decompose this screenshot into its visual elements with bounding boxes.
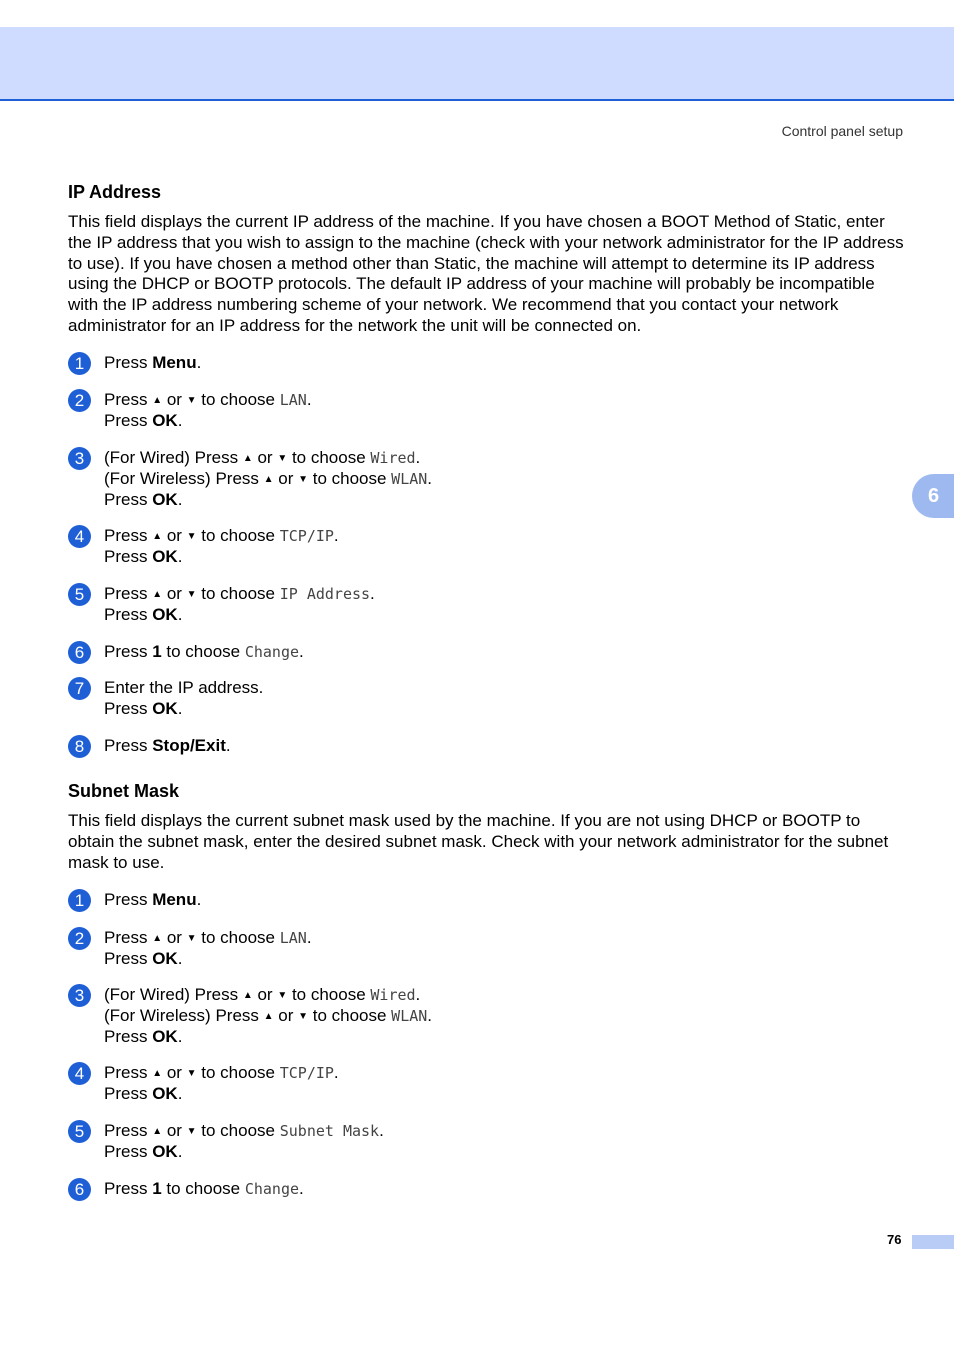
step-number-badge: 7 xyxy=(68,677,91,700)
step-text-run: Press xyxy=(104,526,153,545)
key-name: OK xyxy=(152,411,178,430)
step-number-badge: 4 xyxy=(68,1062,91,1085)
step-text-run: Press xyxy=(104,490,153,509)
lcd-option: Wired xyxy=(370,449,416,467)
step-number-badge: 5 xyxy=(68,1120,91,1143)
step-line xyxy=(104,1026,894,1047)
up-arrow-icon: ▲ xyxy=(263,1011,274,1022)
step-line xyxy=(104,525,894,546)
step-text xyxy=(104,1120,894,1162)
step-text-run: (For Wireless) Press xyxy=(104,1006,264,1025)
step-text xyxy=(104,1178,894,1199)
step-number-badge: 5 xyxy=(68,583,91,606)
step-line xyxy=(104,546,894,567)
up-arrow-icon: ▲ xyxy=(152,395,163,406)
step-text-run: . xyxy=(427,1006,433,1025)
step-text-run: to choose xyxy=(161,642,245,661)
step-text-run: . xyxy=(299,642,304,661)
step-text-run: to choose xyxy=(161,1179,245,1198)
key-name: OK xyxy=(152,1142,178,1161)
step-text-run: . xyxy=(333,526,339,545)
step-line xyxy=(104,1178,894,1199)
step-text-run: . xyxy=(225,736,231,755)
step-text xyxy=(104,389,894,431)
step-text-run: to choose xyxy=(287,985,371,1004)
step-text-run: Press xyxy=(104,1142,153,1161)
step-number-badge: 4 xyxy=(68,525,91,548)
step-text-run: . xyxy=(306,928,312,947)
step-text-run: (For Wired) Press xyxy=(104,985,243,1004)
step-line xyxy=(104,352,894,373)
step-text-run: Press xyxy=(104,699,153,718)
step-text-run: Press xyxy=(104,736,153,755)
key-name: Stop/Exit xyxy=(152,736,226,755)
page-number: 76 xyxy=(887,1232,902,1247)
step-line xyxy=(104,927,894,948)
step-text-run: Press xyxy=(104,890,153,909)
step-line xyxy=(104,889,894,910)
key-name: OK xyxy=(152,1027,178,1046)
step-text-run: Enter the IP address. xyxy=(104,678,264,697)
up-arrow-icon: ▲ xyxy=(242,990,253,1001)
step-text-run: to choose xyxy=(308,469,392,488)
up-arrow-icon: ▲ xyxy=(152,1126,163,1137)
step-text-run: . xyxy=(427,469,433,488)
step-text-run: or xyxy=(273,1006,299,1025)
down-arrow-icon: ▼ xyxy=(186,933,197,944)
step-text-run: Press xyxy=(104,1179,153,1198)
down-arrow-icon: ▼ xyxy=(298,1011,308,1022)
step-text xyxy=(104,984,894,1047)
step-number-badge: 3 xyxy=(68,447,91,470)
step-text-run: . xyxy=(306,390,312,409)
step-text-run: . xyxy=(370,584,375,603)
step-text-run: Press xyxy=(104,390,153,409)
key-name: Menu xyxy=(152,890,197,909)
up-arrow-icon: ▲ xyxy=(242,453,253,464)
step-text-run: Press xyxy=(104,1084,153,1103)
step-number-badge: 6 xyxy=(68,641,91,664)
chapter-tab[interactable] xyxy=(912,474,954,518)
step-text-run: . xyxy=(196,890,202,909)
lcd-option: Change xyxy=(244,643,300,661)
section-heading-subnet-mask: Subnet Mask xyxy=(68,781,180,801)
lcd-option: Wired xyxy=(370,986,416,1004)
down-arrow-icon: ▼ xyxy=(186,531,197,542)
page-number-bar xyxy=(912,1235,954,1249)
step-text xyxy=(104,641,894,662)
down-arrow-icon: ▼ xyxy=(186,1126,197,1137)
step-text-run: . xyxy=(177,547,183,566)
lcd-option: TCP/IP xyxy=(279,1064,334,1082)
step-number-badge: 2 xyxy=(68,389,91,412)
key-name: 1 xyxy=(152,642,162,661)
lcd-option: WLAN xyxy=(391,1007,428,1025)
running-head: Control panel setup xyxy=(781,123,903,139)
key-name: OK xyxy=(152,699,178,718)
step-text-run: . xyxy=(196,353,202,372)
lcd-option: TCP/IP xyxy=(279,527,334,545)
step-text-run: to choose xyxy=(196,390,280,409)
step-text-run: or xyxy=(162,1063,187,1082)
down-arrow-icon: ▼ xyxy=(186,1068,197,1079)
step-line xyxy=(104,984,894,1005)
step-line xyxy=(104,735,894,756)
step-text xyxy=(104,525,894,567)
step-text-run: to choose xyxy=(196,584,280,603)
lcd-option: Change xyxy=(244,1180,300,1198)
key-name: OK xyxy=(152,605,178,624)
step-line xyxy=(104,447,894,468)
step-text-run: Press xyxy=(104,411,153,430)
step-line xyxy=(104,1083,894,1104)
step-text-run: or xyxy=(162,584,187,603)
lcd-option: LAN xyxy=(279,391,307,409)
step-text xyxy=(104,583,894,625)
step-text-run: . xyxy=(177,1027,183,1046)
up-arrow-icon: ▲ xyxy=(263,474,274,485)
step-line xyxy=(104,948,894,969)
step-text-run: Press xyxy=(104,353,153,372)
step-text-run: to choose xyxy=(308,1006,392,1025)
step-text xyxy=(104,927,894,969)
step-text xyxy=(104,447,894,510)
step-number-badge: 8 xyxy=(68,735,91,758)
step-text-run: . xyxy=(177,490,183,509)
step-text xyxy=(104,677,894,719)
lcd-option: IP Address xyxy=(279,585,371,603)
step-line xyxy=(104,641,894,662)
top-header-band xyxy=(0,27,954,101)
step-line xyxy=(104,410,894,431)
step-text-run: or xyxy=(252,448,278,467)
step-text-run: . xyxy=(333,1063,339,1082)
step-text-run: or xyxy=(162,928,187,947)
step-text-run: or xyxy=(162,390,187,409)
chapter-tab-label: 6 xyxy=(928,484,940,507)
down-arrow-icon: ▼ xyxy=(277,453,288,464)
step-number-badge: 6 xyxy=(68,1178,91,1201)
step-text-run: Press xyxy=(104,547,153,566)
step-text-run: . xyxy=(299,1179,304,1198)
down-arrow-icon: ▼ xyxy=(298,474,308,485)
step-text-run: . xyxy=(415,448,421,467)
step-text-run: Press xyxy=(104,605,153,624)
down-arrow-icon: ▼ xyxy=(277,990,288,1001)
step-text-run: to choose xyxy=(196,526,280,545)
key-name: OK xyxy=(152,490,178,509)
lcd-option: WLAN xyxy=(391,470,428,488)
step-line xyxy=(104,698,894,719)
step-number-badge: 1 xyxy=(68,352,91,375)
key-name: 1 xyxy=(152,1179,162,1198)
step-line xyxy=(104,1062,894,1083)
step-text-run: . xyxy=(177,949,183,968)
step-text xyxy=(104,352,894,373)
step-text-run: . xyxy=(177,1142,183,1161)
step-text-run: to choose xyxy=(196,1121,280,1140)
step-number-badge: 3 xyxy=(68,984,91,1007)
key-name: Menu xyxy=(152,353,197,372)
section-heading-ip-address: IP Address xyxy=(68,182,162,202)
step-text-run: . xyxy=(177,605,183,624)
step-text-run: Press xyxy=(104,1063,153,1082)
step-text-run: or xyxy=(273,469,299,488)
step-text-run: Press xyxy=(104,1027,153,1046)
step-text-run: (For Wired) Press xyxy=(104,448,243,467)
step-text-run: to choose xyxy=(287,448,371,467)
step-number-badge: 2 xyxy=(68,927,91,950)
step-text-run: Press xyxy=(104,928,153,947)
step-text xyxy=(104,735,894,756)
key-name: OK xyxy=(152,1084,178,1103)
step-text-run: Press xyxy=(104,642,153,661)
step-line xyxy=(104,468,894,489)
step-text-run: Press xyxy=(104,584,153,603)
lcd-option: Subnet Mask xyxy=(279,1122,380,1140)
step-text-run: . xyxy=(177,699,183,718)
step-line xyxy=(104,389,894,410)
step-line xyxy=(104,677,894,698)
key-name: OK xyxy=(152,547,178,566)
step-text-run: . xyxy=(415,985,421,1004)
step-text-run: or xyxy=(162,1121,187,1140)
step-line xyxy=(104,489,894,510)
step-text-run: or xyxy=(162,526,187,545)
step-number-badge: 1 xyxy=(68,889,91,912)
step-text-run: to choose xyxy=(196,928,280,947)
down-arrow-icon: ▼ xyxy=(186,589,197,600)
step-text-run: Press xyxy=(104,1121,153,1140)
step-text-run: to choose xyxy=(196,1063,280,1082)
up-arrow-icon: ▲ xyxy=(152,1068,163,1079)
section-intro-ip-address: This field displays the current IP address of the machine. If you have chosen a BOOT Method of Static, enter the IP address that you wish to assign to the machine (check with your network administrator for the IP address to use). If you have chosen a method other than Static, the machine will attempt to determine its IP address using the DHCP or BOOTP protocols. The default IP address of your machine will probably be incompatible with the IP address numbering scheme of your network. We recommend that you contact your network administrator for an IP address for the network the unit will be connected on. xyxy=(68,212,904,335)
key-name: OK xyxy=(152,949,178,968)
step-text-run: or xyxy=(252,985,278,1004)
step-text-run: . xyxy=(177,411,183,430)
up-arrow-icon: ▲ xyxy=(152,933,163,944)
step-text xyxy=(104,1062,894,1104)
step-line xyxy=(104,1141,894,1162)
step-line xyxy=(104,583,894,604)
step-line xyxy=(104,1005,894,1026)
up-arrow-icon: ▲ xyxy=(152,531,163,542)
step-text-run: . xyxy=(379,1121,384,1140)
lcd-option: LAN xyxy=(279,929,307,947)
step-text-run: . xyxy=(177,1084,183,1103)
step-line xyxy=(104,604,894,625)
step-text xyxy=(104,889,894,910)
up-arrow-icon: ▲ xyxy=(152,589,163,600)
step-line xyxy=(104,1120,894,1141)
section-intro-subnet-mask: This field displays the current subnet mask used by the machine. If you are not using DHCP or BOOTP to obtain the subnet mask, enter the desired subnet mask. Check with your network administrator for the subnet mask to use. xyxy=(68,811,889,872)
down-arrow-icon: ▼ xyxy=(186,395,197,406)
step-text-run: Press xyxy=(104,949,153,968)
step-text-run: (For Wireless) Press xyxy=(104,469,264,488)
